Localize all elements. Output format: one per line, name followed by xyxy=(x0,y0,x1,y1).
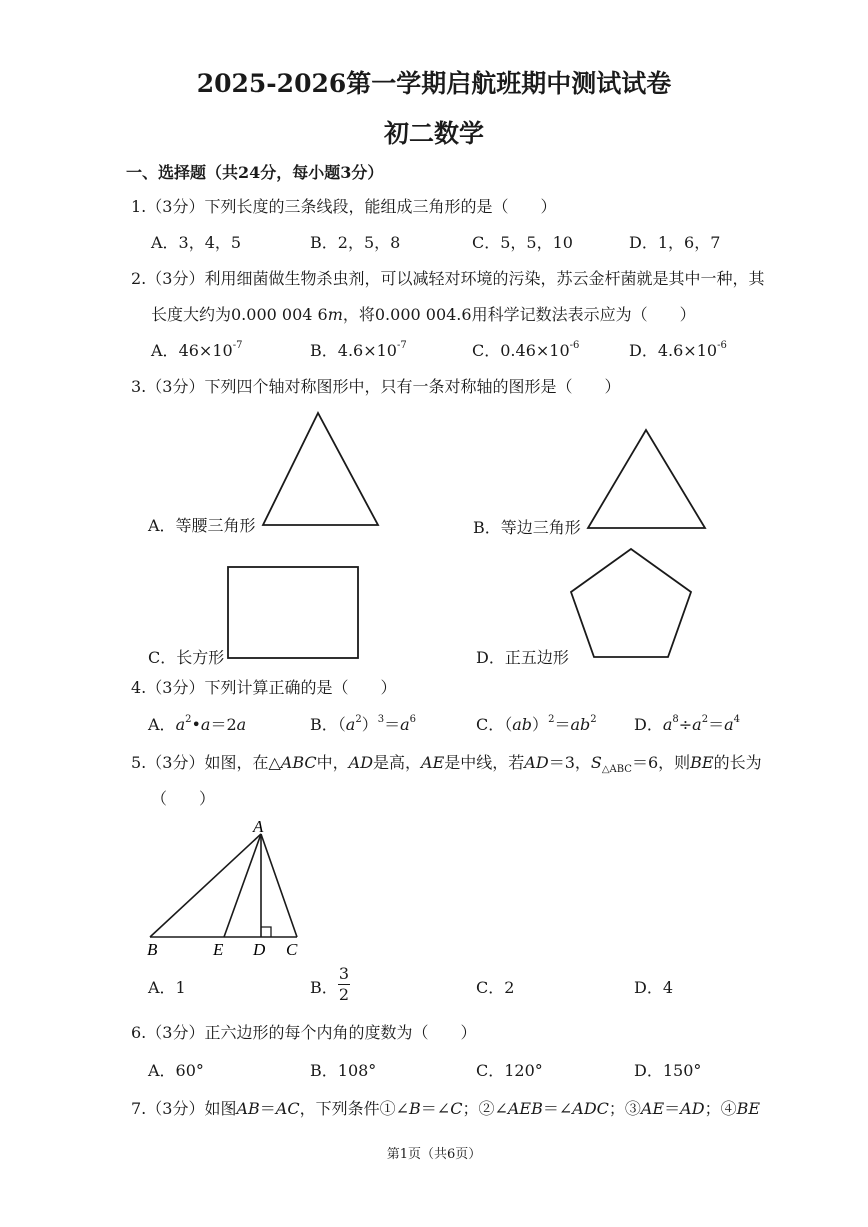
question-7-stem: 7.（3分）如图AB＝AC，下列条件①∠B＝∠C；②∠AEB＝∠ADC；③AE＝AD；④BE xyxy=(131,1099,761,1118)
q6-option-d: D．150° xyxy=(634,1061,702,1080)
label-a: A xyxy=(253,817,264,836)
q4-option-b: B．$(a^2)^3=a^6$ xyxy=(310,713,417,734)
q4-option-c: C．$(ab)^2=ab^2$ xyxy=(476,713,597,734)
q5-option-b-fraction: 3 2 xyxy=(338,964,350,1004)
page-footer: 第1页（共6页） xyxy=(386,1147,482,1162)
q5-option-a: A．1 xyxy=(148,978,186,997)
question-1-stem: 1.（3分）下列长度的三条线段，能组成三角形的是（ ） xyxy=(131,197,557,216)
question-5-paren: （ ） xyxy=(151,789,216,808)
question-4-stem: 4.（3分）下列计算正确的是（ ） xyxy=(131,678,397,697)
q2-option-d: D．$4.6\times 10^{-6}$ xyxy=(629,339,727,360)
q3-option-b: B．等边三角形 xyxy=(473,518,581,537)
segment-ac xyxy=(261,834,297,937)
q2-option-b: B．$4.6\times 10^{-7}$ xyxy=(310,339,407,360)
q2-option-c: C．$0.46\times 10^{-6}$ xyxy=(472,339,580,360)
question-2-stem-line1: 2.（3分）利用细菌做生物杀虫剂，可以减轻对环境的污染，苏云金杆菌就是其中一种，其 xyxy=(131,269,765,288)
q1-option-c: C．5，5，10 xyxy=(472,233,573,252)
question-2-stem-line2: 长度大约为0.000 004 6m，将0.000 004.6用科学记数法表示应为（ ） xyxy=(151,305,696,324)
q1-option-d: D．1，6，7 xyxy=(629,233,721,252)
q2-option-a: A．$46\times 10^{-7}$ xyxy=(151,339,243,360)
exam-title: 2025-2026第一学期启航班期中测试试卷 xyxy=(196,69,672,98)
section-heading: 一、选择题（共24分，每小题3分） xyxy=(126,163,384,182)
q1-option-a: A．3，4，5 xyxy=(151,233,242,252)
q3-option-a: A．等腰三角形 xyxy=(148,516,256,535)
question-6-stem: 6.（3分）正六边形的每个内角的度数为（ ） xyxy=(131,1023,477,1042)
label-e: E xyxy=(213,940,224,959)
q6-option-a: A．60° xyxy=(148,1061,204,1080)
label-b: B xyxy=(147,940,158,959)
q5-option-c: C．2 xyxy=(476,978,515,997)
q3-option-c: C．长方形 xyxy=(148,648,225,667)
q5-option-b: B． xyxy=(310,978,338,997)
segment-ae xyxy=(224,834,261,937)
question-5-stem: 5.（3分）如图，在△ABC中，AD是高，AE是中线，若AD＝3，$S_{\triangle ABC}=6$，则BE的长为 xyxy=(131,753,762,776)
q4-option-a: A．$a^2•a=2a$ xyxy=(148,713,247,734)
segment-ab xyxy=(150,834,261,937)
label-c: C xyxy=(286,940,298,959)
q6-option-b: B．108° xyxy=(310,1061,377,1080)
q4-option-d: D．$a^8\div a^2=a^4$ xyxy=(634,713,741,734)
question-3-stem: 3.（3分）下列四个轴对称图形中，只有一条对称轴的图形是（ ） xyxy=(131,377,621,396)
q1-option-b: B．2，5，8 xyxy=(310,233,401,252)
q6-option-c: C．120° xyxy=(476,1061,543,1080)
q5-option-d: D．4 xyxy=(634,978,674,997)
exam-subject: 初二数学 xyxy=(383,119,484,148)
label-d: D xyxy=(253,940,266,959)
right-angle-mark xyxy=(261,927,271,937)
q3-option-d: D．正五边形 xyxy=(476,648,569,667)
